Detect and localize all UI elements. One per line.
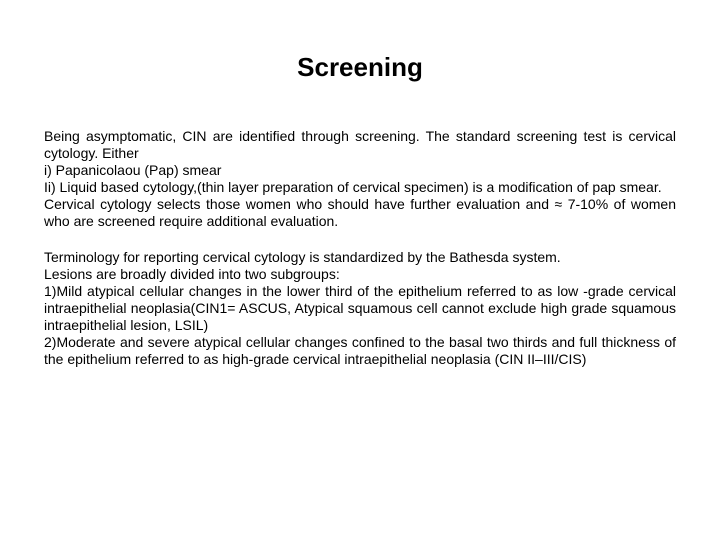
paragraph-screening xyxy=(44,128,676,230)
text-line: 1)Mild atypical cellular changes in the lower third of the epithelium referred to as low -grade cervical intraepithelial neoplasia(CIN1= ASCUS, Atypical squamous cell cannot exclude high grade squamous intraepithelial lesion, LSIL) xyxy=(44,283,676,333)
slide-title: Screening xyxy=(297,52,423,82)
text-line: i) Papanicolaou (Pap) smear xyxy=(44,162,222,178)
text-line: Being asymptomatic, CIN are identified through screening. The standard screening test is cervical cytology. Either xyxy=(44,128,676,161)
text-line: Terminology for reporting cervical cytology is standardized by the Bathesda system. xyxy=(44,249,561,265)
text-line: Cervical cytology selects those women who should have further evaluation and ≈ 7-10% of women who are screened require additional evaluation. xyxy=(44,196,676,229)
text-line: 2)Moderate and severe atypical cellular changes confined to the basal two thirds and full thickness of the epithelium referred to as high-grade cervical intraepithelial neoplasia (CIN II–III/CIS) xyxy=(44,334,676,367)
paragraph-terminology xyxy=(44,249,676,368)
text-line: Ii) Liquid based cytology,(thin layer preparation of cervical specimen) is a modification of pap smear. xyxy=(44,179,662,195)
text-line: Lesions are broadly divided into two subgroups: xyxy=(44,266,340,282)
slide-body xyxy=(44,128,676,368)
